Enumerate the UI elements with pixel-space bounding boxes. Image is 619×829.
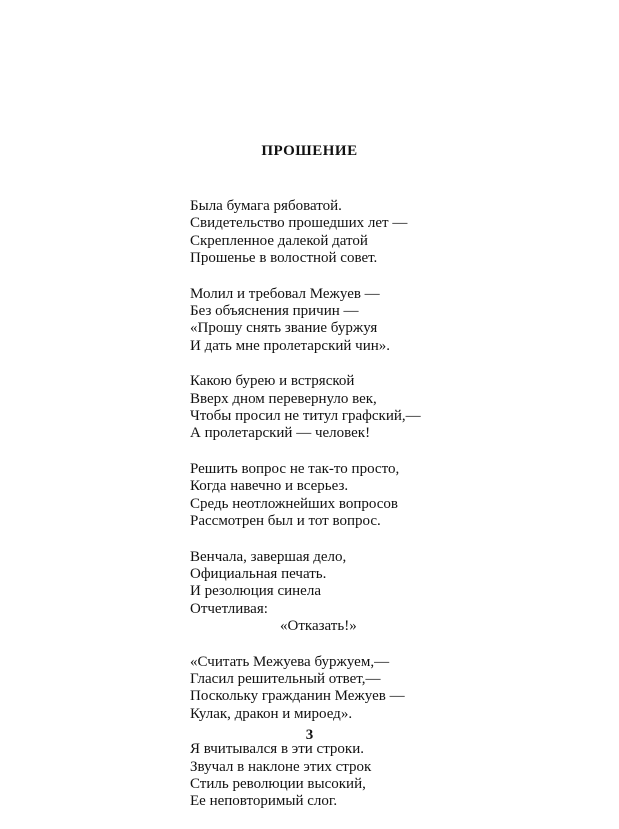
poem-line: Свидетельство прошедших лет — bbox=[190, 215, 408, 232]
poem-line: Стиль революции высокий, bbox=[190, 775, 366, 792]
poem-title: ПРОШЕНИЕ bbox=[261, 143, 358, 159]
stanza bbox=[190, 549, 590, 636]
stanza bbox=[190, 654, 590, 724]
poem-line: А пролетарский — человек! bbox=[190, 425, 371, 442]
poem-line: Гласил решительный ответ,— bbox=[190, 670, 381, 687]
stanza bbox=[190, 198, 590, 268]
poem-line: «Прошу снять звание буржуя bbox=[190, 320, 378, 337]
stanza bbox=[190, 741, 590, 811]
poem-line: Прошенье в волостной совет. bbox=[190, 250, 378, 267]
poem-line: Решить вопрос не так-то просто, bbox=[190, 460, 400, 477]
poem-line: И резолюция синела bbox=[190, 583, 321, 600]
poem-line: Без объяснения причин — bbox=[190, 303, 359, 320]
poem-line: И дать мне пролетарский чин». bbox=[190, 337, 391, 354]
poem-line: Поскольку гражданин Межуев — bbox=[190, 688, 405, 705]
poem-line: Средь неотложнейших вопросов bbox=[190, 495, 398, 512]
poem-line: Кулак, дракон и мироед». bbox=[190, 705, 353, 722]
page-number: 3 bbox=[305, 727, 314, 743]
poem-line: Отчетливая: bbox=[190, 600, 268, 617]
poem-line: «Считать Межуева буржуем,— bbox=[190, 653, 390, 670]
poem-line: Была бумага рябоватой. bbox=[190, 198, 342, 214]
poem-line: Вверх дном перевернуло век, bbox=[190, 390, 377, 407]
poem-line: Звучал в наклоне этих строк bbox=[190, 758, 372, 775]
poem-line: Молил и требовал Межуев — bbox=[190, 285, 380, 302]
stanza bbox=[190, 373, 590, 443]
poem-line-indented: «Отказать!» bbox=[280, 618, 357, 635]
poem-line: Ее неповторимый слог. bbox=[190, 793, 338, 810]
poem-line: Я вчитывался в эти строки. bbox=[190, 741, 365, 758]
poem-line: Венчала, завершая дело, bbox=[190, 548, 347, 565]
poem-line: Скрепленное далекой датой bbox=[190, 232, 368, 249]
poem-line: Официальная печать. bbox=[190, 565, 327, 582]
stanza bbox=[190, 286, 590, 356]
poem-line: Когда навечно и всерьез. bbox=[190, 478, 349, 495]
poem-line: Чтобы просил не титул графский,— bbox=[190, 408, 421, 425]
stanza bbox=[190, 461, 590, 531]
poem-line: Рассмотрен был и тот вопрос. bbox=[190, 513, 381, 530]
poem-line: Какою бурею и встряской bbox=[190, 373, 355, 390]
